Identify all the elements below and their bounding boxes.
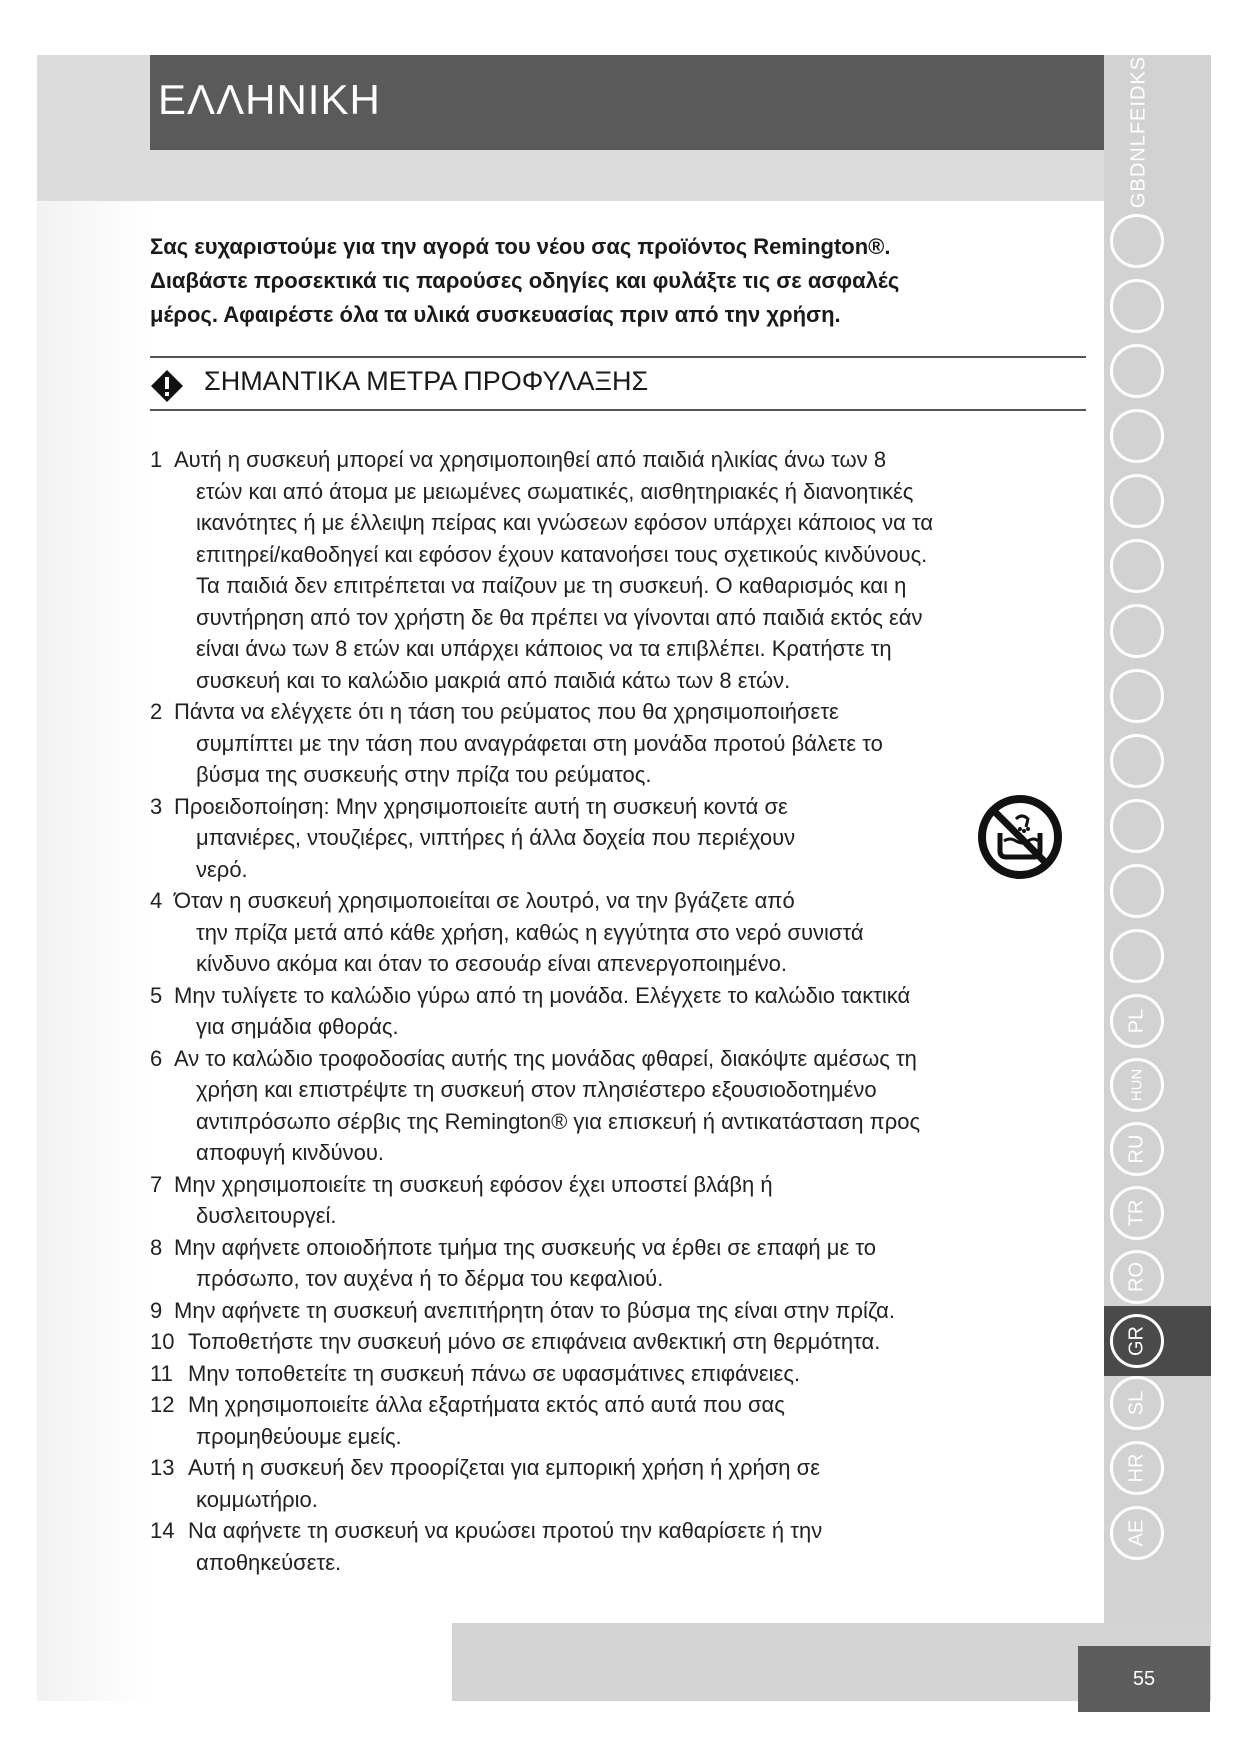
language-tab-tr[interactable]: TR [1110,1186,1164,1240]
intro-line: Διαβάστε προσεκτικά τις παρούσες οδηγίες και φυλάξτε τις σε ασφαλές [150,268,900,293]
language-tab-empty[interactable] [1110,214,1164,268]
language-tab-empty[interactable] [1110,409,1164,463]
list-item [150,791,1070,886]
page-title: ΕΛΛΗΝΙΚΗ [158,76,381,123]
section-title: ΣΗΜΑΝΤΙΚΑ ΜΕΤΡΑ ΠΡΟΦΥΛΑΞΗΣ [204,366,649,396]
item-line: Μην χρησιμοποιείτε τη συσκευή εφόσον έχει υποστεί βλάβη ή [174,1171,773,1197]
language-tab-empty[interactable] [1110,604,1164,658]
item-line: αντιπρόσωπο σέρβις της Remington® για επισκευή ή αντικατάσταση προς [196,1108,921,1134]
language-tab-hr[interactable]: HR [1110,1441,1164,1495]
item-line: Τα παιδιά δεν επιτρέπεται να παίζουν με τη συσκευή. Ο καθαρισμός και η [196,573,907,598]
item-number: 5 [150,982,163,1008]
left-shade [37,201,151,1701]
page-number: 55 [1132,1668,1156,1690]
language-tab-ro[interactable]: RO [1110,1250,1164,1304]
item-line: Αν το καλώδιο τροφοδοσίας αυτής της μονάδας φθαρεί, διακόψτε αμέσως τη [174,1045,917,1071]
item-number: 7 [150,1171,163,1197]
language-tab-ae[interactable]: AE [1110,1506,1164,1560]
list-item [150,1515,1070,1578]
item-line: Μη χρησιμοποιείτε άλλα εξαρτήματα εκτός από αυτά που σας [188,1392,785,1417]
intro-paragraph [150,230,1050,332]
language-tab-hun[interactable]: HUN [1110,1058,1164,1112]
language-top-label-text: GBDNLFEIDKS [1127,55,1150,209]
language-tab-gr[interactable]: GR [1110,1314,1164,1368]
item-line: επιτηρεί/καθοδηγεί και εφόσον έχουν κατανοήσει τους σχετικούς κινδύνους. [196,541,928,567]
language-tab-empty[interactable] [1110,864,1164,918]
item-line: νερό. [196,856,248,882]
precautions-list [150,444,1070,1578]
item-line: Μην τυλίγετε το καλώδιο γύρω από τη μονάδα. Ελέγχετε το καλώδιο τακτικά [174,982,911,1008]
item-number: 11 [150,1360,173,1386]
item-number: 8 [150,1234,163,1260]
list-item [150,1232,1070,1295]
item-number: 10 [150,1329,175,1354]
item-line: Αυτή η συσκευή δεν προορίζεται για εμπορική χρήση ή χρήση σε [188,1455,821,1480]
item-number: 12 [150,1392,175,1417]
item-line: Πάντα να ελέγχετε ότι η τάση του ρεύματος που θα χρησιμοποιήσετε [174,699,839,724]
language-tab-empty[interactable] [1110,734,1164,788]
list-item [150,1169,1070,1232]
item-line: δυσλειτουργεί. [196,1203,337,1228]
item-line: αποθηκεύσετε. [196,1549,342,1575]
item-line: αποφυγή κινδύνου. [196,1140,385,1165]
list-item [150,1295,1070,1327]
warning-diamond-icon [150,369,184,403]
language-tab-sl[interactable]: SL [1110,1376,1164,1430]
list-item [150,1043,1070,1169]
item-line: Όταν η συσκευή χρησιμοποιείται σε λουτρό, να την βγάζετε από [174,888,795,913]
language-tab-empty[interactable] [1110,539,1164,593]
intro-line: Σας ευχαριστούμε για την αγορά του νέου σας προϊόντος Remington®. [150,234,891,259]
item-line: πρόσωπο, τον αυχένα ή το δέρμα του κεφαλιού. [196,1266,664,1291]
item-line: Τοποθετήστε την συσκευή μόνο σε επιφάνεια ανθεκτική στη θερμότητα. [188,1329,881,1354]
item-line: προμηθεύουμε εμείς. [196,1423,402,1449]
list-item [150,885,1070,980]
item-line: Να αφήνετε τη συσκευή να κρυώσει προτού την καθαρίσετε ή την [188,1518,823,1543]
list-item [150,1452,1070,1515]
item-line: βύσμα της συσκευής στην πρίζα του ρεύματος. [196,762,652,787]
language-tab-ru[interactable]: RU [1110,1122,1164,1176]
language-tab-empty[interactable] [1110,279,1164,333]
item-number: 1 [150,447,163,472]
no-water-bath-icon [976,793,1064,881]
list-item [150,980,1070,1043]
item-line: συσκευή και το καλώδιο μακριά από παιδιά κάτω των 8 ετών. [196,667,791,693]
language-tab-empty[interactable] [1110,344,1164,398]
item-line: κίνδυνο ακόμα και όταν το σεσουάρ είναι απενεργοποιημένο. [196,951,788,976]
item-line: για σημάδια φθοράς. [196,1014,399,1039]
item-line: κομμωτήριο. [196,1486,318,1512]
item-number: 9 [150,1297,163,1323]
item-line: ετών και από άτομα με μειωμένες σωματικές, αισθητηριακές ή διανοητικές [196,478,914,504]
section-rule-bottom [150,409,1086,411]
item-number: 4 [150,888,163,913]
item-line: Μην τοποθετείτε τη συσκευή πάνω σε υφασμάτινες επιφάνειες. [188,1360,801,1386]
item-number: 14 [150,1518,175,1543]
item-line: Προειδοποίηση: Μην χρησιμοποιείτε αυτή τη συσκευή κοντά σε [174,793,788,819]
list-item [150,1326,1070,1358]
item-line: συντήρηση από τον χρήστη δε θα πρέπει να γίνονται από παιδιά εκτός εάν [196,604,923,630]
item-line: ικανότητες ή με έλλειψη πείρας και γνώσεων εφόσον υπάρχει κάποιος να τα [196,510,934,535]
item-line: Μην αφήνετε τη συσκευή ανεπιτήρητη όταν το βύσμα της είναι στην πρίζα. [174,1297,895,1323]
item-line: μπανιέρες, ντουζιέρες, νιπτήρες ή άλλα δοχεία που περιέχουν [196,825,796,850]
item-line: Μην αφήνετε οποιοδήποτε τμήμα της συσκευής να έρθει σε επαφή με το [174,1234,876,1260]
item-number: 2 [150,699,163,724]
language-tab-pl[interactable]: PL [1110,994,1164,1048]
intro-line: μέρος. Αφαιρέστε όλα τα υλικά συσκευασίας πριν από την χρήση. [150,302,841,327]
language-tab-empty[interactable] [1110,799,1164,853]
item-number: 6 [150,1045,163,1071]
item-line: χρήση και επιστρέψτε τη συσκευή στον πλησιέστερο εξουσιοδοτημένο [196,1077,877,1102]
item-line: την πρίζα μετά από κάθε χρήση, καθώς η εγγύτητα στο νερό συνιστά [196,919,864,945]
list-item [150,696,1070,791]
item-line: Αυτή η συσκευή μπορεί να χρησιμοποιηθεί από παιδιά ηλικίας άνω των 8 [174,447,887,472]
list-item [150,1389,1070,1452]
section-rule-top [150,356,1086,358]
list-item [150,444,1070,696]
language-tab-empty[interactable] [1110,929,1164,983]
item-line: συμπίπτει με την τάση που αναγράφεται στη μονάδα προτού βάλετε το [196,730,883,756]
item-number: 3 [150,793,163,819]
language-top-label [1116,52,1162,212]
language-tab-empty[interactable] [1110,669,1164,723]
list-item [150,1358,1070,1390]
language-tab-empty[interactable] [1110,474,1164,528]
item-line: είναι άνω των 8 ετών και υπάρχει κάποιος να τα επιβλέπει. Κρατήστε τη [196,636,892,661]
item-number: 13 [150,1455,175,1480]
